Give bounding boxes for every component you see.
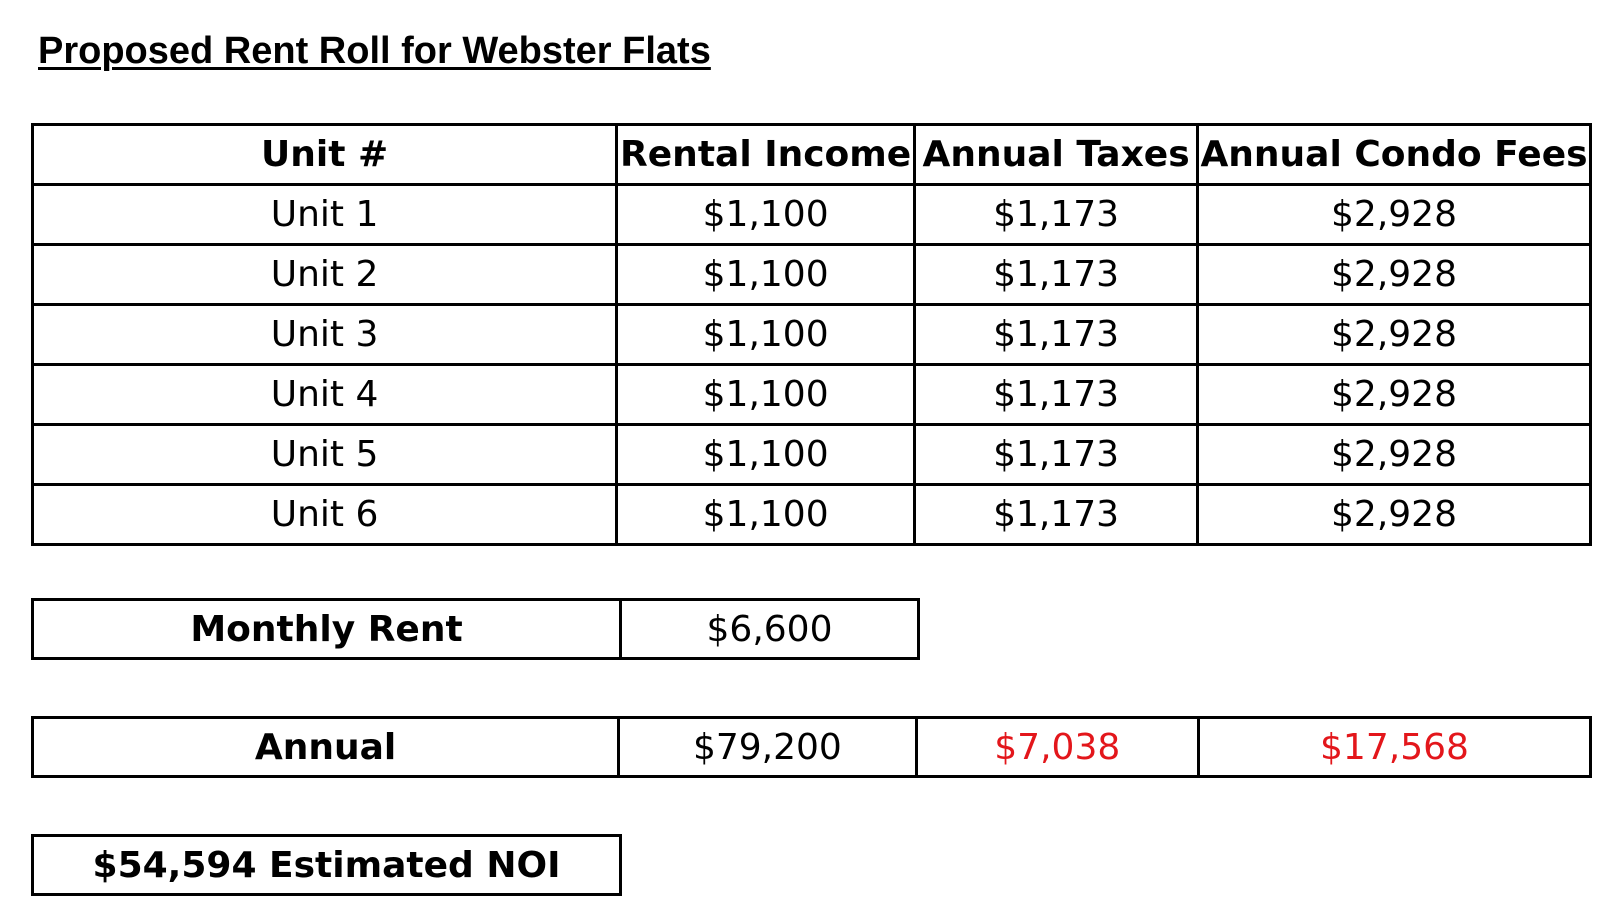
condo-fees-cell: $2,928 xyxy=(1198,305,1591,365)
rental-income-cell: $1,100 xyxy=(617,425,915,485)
annual-totals-table xyxy=(31,716,1592,778)
unit-cell: Unit 5 xyxy=(33,425,617,485)
unit-cell: Unit 1 xyxy=(33,185,617,245)
table-header-row xyxy=(33,125,1591,185)
estimated-noi: $54,594 Estimated NOI xyxy=(33,836,621,895)
unit-cell: Unit 3 xyxy=(33,305,617,365)
annual-rental-income: $79,200 xyxy=(619,718,916,777)
annual-taxes-cell: $1,173 xyxy=(915,365,1198,425)
unit-cell: Unit 4 xyxy=(33,365,617,425)
annual-taxes-cell: $1,173 xyxy=(915,425,1198,485)
table-row xyxy=(33,245,1591,305)
condo-fees-cell: $2,928 xyxy=(1198,185,1591,245)
rent-roll-table xyxy=(31,123,1592,546)
table-row xyxy=(33,485,1591,545)
page-title: Proposed Rent Roll for Webster Flats xyxy=(38,30,711,72)
annual-taxes-cell: $1,173 xyxy=(915,485,1198,545)
rental-income-cell: $1,100 xyxy=(617,185,915,245)
annual-condo-fees-total: $17,568 xyxy=(1198,718,1590,777)
rental-income-cell: $1,100 xyxy=(617,365,915,425)
monthly-rent-row xyxy=(33,600,919,659)
rental-income-cell: $1,100 xyxy=(617,305,915,365)
header-annual-condo-fees: Annual Condo Fees xyxy=(1198,125,1591,185)
table-row xyxy=(33,305,1591,365)
monthly-rent-value: $6,600 xyxy=(621,600,919,659)
annual-row xyxy=(33,718,1591,777)
condo-fees-cell: $2,928 xyxy=(1198,245,1591,305)
annual-taxes-cell: $1,173 xyxy=(915,245,1198,305)
rental-income-cell: $1,100 xyxy=(617,245,915,305)
header-rental-income: Rental Income xyxy=(617,125,915,185)
monthly-rent-table xyxy=(31,598,920,660)
monthly-rent-label: Monthly Rent xyxy=(33,600,621,659)
noi-table xyxy=(31,834,622,896)
rental-income-cell: $1,100 xyxy=(617,485,915,545)
annual-taxes-cell: $1,173 xyxy=(915,185,1198,245)
header-unit: Unit # xyxy=(33,125,617,185)
annual-label: Annual xyxy=(33,718,619,777)
condo-fees-cell: $2,928 xyxy=(1198,485,1591,545)
table-row xyxy=(33,365,1591,425)
unit-cell: Unit 2 xyxy=(33,245,617,305)
annual-taxes-total: $7,038 xyxy=(916,718,1198,777)
table-row xyxy=(33,185,1591,245)
condo-fees-cell: $2,928 xyxy=(1198,365,1591,425)
annual-taxes-cell: $1,173 xyxy=(915,305,1198,365)
table-row xyxy=(33,425,1591,485)
unit-cell: Unit 6 xyxy=(33,485,617,545)
condo-fees-cell: $2,928 xyxy=(1198,425,1591,485)
header-annual-taxes: Annual Taxes xyxy=(915,125,1198,185)
noi-row xyxy=(33,836,621,895)
